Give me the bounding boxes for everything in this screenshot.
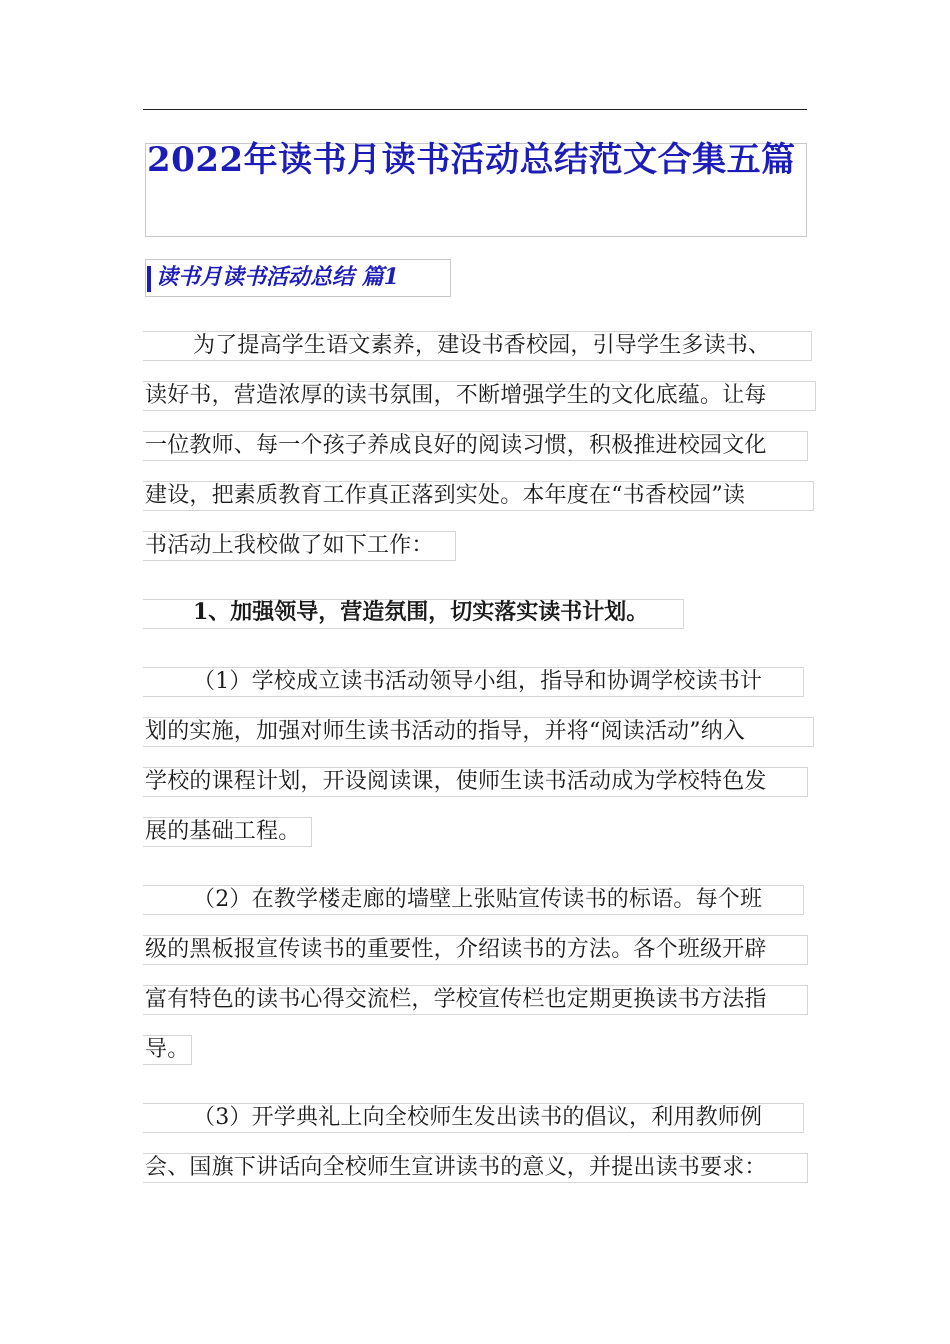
document-title: 2022年读书月读书活动总结范文合集五篇 xyxy=(147,140,796,180)
paragraph-line: 展的基础工程。 xyxy=(145,819,301,844)
paragraph-line: （2）在教学楼走廊的墙壁上张贴宣传读书的标语。每个班 xyxy=(193,887,763,912)
paragraph-line: 会、国旗下讲话向全校师生宣讲读书的意义，并提出读书要求： xyxy=(145,1155,767,1180)
section-heading: 读书月读书活动总结 篇1 xyxy=(156,264,399,290)
paragraph-line: 建设，把素质教育工作真正落到实处。本年度在“书香校园”读 xyxy=(145,483,746,508)
paragraph-line: 级的黑板报宣传读书的重要性，介绍读书的方法。各个班级开辟 xyxy=(145,937,767,962)
paragraph-line: （1）学校成立读书活动领导小组，指导和协调学校读书计 xyxy=(193,669,763,694)
paragraph-line: 富有特色的读书心得交流栏，学校宣传栏也定期更换读书方法指 xyxy=(145,987,767,1012)
top-rule xyxy=(143,109,807,110)
paragraph-line: 导。 xyxy=(145,1037,190,1062)
subheading: 1、加强领导，营造氛围，切实落实读书计划。 xyxy=(193,599,649,625)
paragraph-line: （3）开学典礼上向全校师生发出读书的倡议，利用教师例 xyxy=(193,1105,763,1130)
paragraph-line: 学校的课程计划，开设阅读课，使师生读书活动成为学校特色发 xyxy=(145,769,767,794)
paragraph-line: 为了提高学生语文素养，建设书香校园，引导学生多读书、 xyxy=(193,333,771,358)
paragraph-line: 读好书，营造浓厚的读书氛围，不断增强学生的文化底蕴。让每 xyxy=(145,383,767,408)
paragraph-line: 书活动上我校做了如下工作： xyxy=(145,533,434,558)
paragraph-line: 划的实施，加强对师生读书活动的指导，并将“阅读活动”纳入 xyxy=(145,719,746,744)
paragraph-line: 一位教师、每一个孩子养成良好的阅读习惯，积极推进校园文化 xyxy=(145,433,767,458)
section-marker xyxy=(147,266,151,292)
